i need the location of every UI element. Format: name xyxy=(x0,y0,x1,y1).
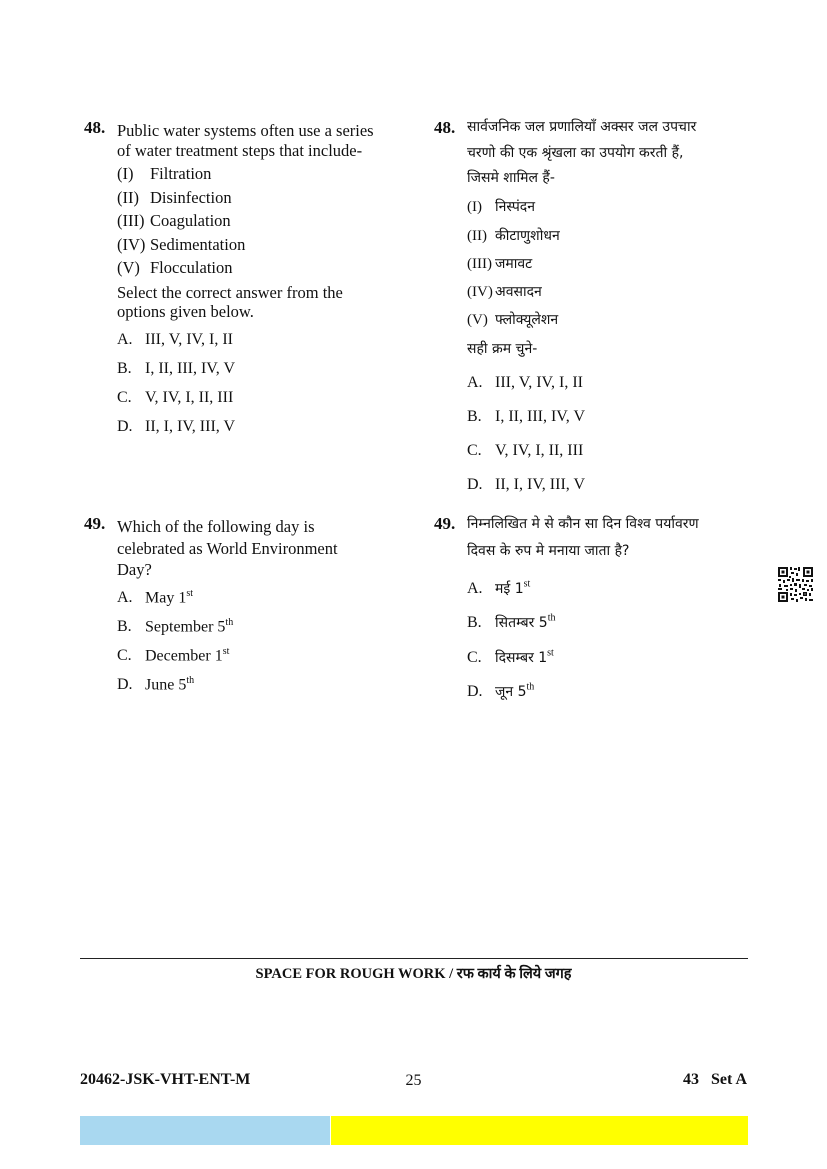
q48-en-select-line2: options given below. xyxy=(117,302,254,321)
q49-hi-option-a[interactable]: A. मई 1st xyxy=(467,578,531,597)
q48-en-item: (II) Disinfection xyxy=(117,188,232,207)
q48-en-option-c[interactable]: C. V, IV, I, II, III xyxy=(117,389,234,406)
q49-en-stem-line2: celebrated as World Environment xyxy=(117,539,338,558)
q48-hi-option-b[interactable]: B. I, II, III, IV, V xyxy=(467,408,586,425)
q48-en-option-b[interactable]: B. I, II, III, IV, V xyxy=(117,360,236,377)
q49-hi-option-c[interactable]: C. दिसम्बर 1st xyxy=(467,647,554,666)
q48-en-select-line1: Select the correct answer from the xyxy=(117,283,343,302)
q48-hi-option-c[interactable]: C. V, IV, I, II, III xyxy=(467,442,584,459)
q48-hi-item: (V) फ्लोक्यूलेशन xyxy=(467,312,559,328)
band-blue xyxy=(80,1116,330,1145)
q49-en-option-a[interactable]: A. May 1st xyxy=(117,588,193,607)
q48-hi-item: (IV) अवसादन xyxy=(467,284,542,300)
q49-en-number: 49. xyxy=(84,514,106,533)
q48-hi-stem-line3: जिसमे शामिल हैं- xyxy=(467,170,555,186)
q49-hi-stem-line1: निम्नलिखित मे से कौन सा दिन विश्व पर्यावरण xyxy=(467,516,699,532)
footer-set-label: 43 Set A xyxy=(683,1071,747,1088)
q48-hi-item: (II) कीटाणुशोधन xyxy=(467,228,560,244)
rough-work-divider xyxy=(80,958,748,959)
q49-hi-stem-line2: दिवस के रुप मे मनाया जाता है? xyxy=(467,543,630,559)
q48-hi-number: 48. xyxy=(434,118,456,137)
q49-hi-option-b[interactable]: B. सितम्बर 5th xyxy=(467,612,556,631)
q49-en-stem-line1: Which of the following day is xyxy=(117,517,315,536)
q48-en-stem-line1: Public water systems often use a series xyxy=(117,121,374,140)
q48-hi-option-d[interactable]: D. II, I, IV, III, V xyxy=(467,476,586,493)
q48-en-number: 48. xyxy=(84,118,106,137)
q48-hi-stem-line1: सार्वजनिक जल प्रणालियाँ अक्सर जल उपचार xyxy=(467,119,697,135)
footer-page-number: 25 xyxy=(405,1072,422,1089)
q49-hi-option-d[interactable]: D. जून 5th xyxy=(467,681,535,700)
q48-hi-stem-line2: चरणो की एक श्रृंखला का उपयोग करती हैं, xyxy=(467,145,684,161)
q49-hi-number: 49. xyxy=(434,514,456,533)
q48-en-option-d[interactable]: D. II, I, IV, III, V xyxy=(117,418,236,435)
band-yellow xyxy=(331,1116,748,1145)
q48-en-stem-line2: of water treatment steps that include- xyxy=(117,141,363,160)
q48-en-item: (I) Filtration xyxy=(117,164,212,183)
q48-en-item: (IV) Sedimentation xyxy=(117,235,246,254)
q48-hi-select: सही क्रम चुने- xyxy=(467,341,538,357)
q48-en-option-a[interactable]: A. III, V, IV, I, II xyxy=(117,331,233,348)
footer-paper-code: 20462-JSK-VHT-ENT-M xyxy=(80,1071,251,1088)
q49-en-option-b[interactable]: B. September 5th xyxy=(117,617,234,636)
q49-en-stem-line3: Day? xyxy=(117,560,152,579)
q49-en-option-d[interactable]: D. June 5th xyxy=(117,675,195,694)
q49-en-option-c[interactable]: C. December 1st xyxy=(117,646,230,665)
q48-en-item: (V) Flocculation xyxy=(117,258,233,277)
rough-work-label: SPACE FOR ROUGH WORK / रफ कार्य के लिये जगह xyxy=(255,966,572,982)
q48-en-item: (III) Coagulation xyxy=(117,211,231,230)
q48-hi-item: (I) निस्पंदन xyxy=(467,199,535,215)
qr-code-icon xyxy=(777,566,814,603)
q48-hi-item: (III) जमावट xyxy=(467,256,533,272)
q48-hi-option-a[interactable]: A. III, V, IV, I, II xyxy=(467,374,583,391)
